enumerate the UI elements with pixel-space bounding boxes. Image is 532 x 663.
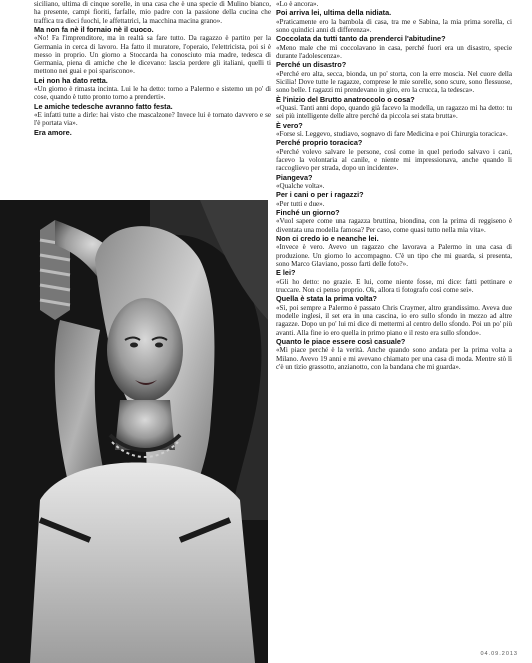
interview-answer: «Perché ero alta, secca, bionda, un po' storta, con la erre moscia. Nel cuore della Sicilia! Dove tutte le ragazze, comprese le mie sorelle, sono scure, sono flessuose, sono belle. I ragazzi mi prendevano in giro, ero la crucca, la tedesca». <box>276 69 512 95</box>
interview-answer: «No! Fa l'imprenditore, ma in realtà sa fare tutto. Da ragazzo è partito per la Germania in cerca di lavoro. Ha fatto il muratore, l'operaio, l'elettricista, poi si è messo in proprio. Un giorno a Stoccarda ha conosciuto mia madre, tedesca di Germania, piena di amiche che le dicevano: lascia perdere gli italiani, quelli ti mettono nei guai e poi spariscono». <box>34 34 271 76</box>
interview-question: Quanto le piace essere così casuale? <box>276 336 406 346</box>
interview-answer: «Qualche volta». <box>276 182 325 190</box>
interview-answer: «Meno male che mi coccolavano in casa, perché fuori era un disastro, specie durante l'adolescenza». <box>276 43 512 60</box>
interview-question: Per i cani o per i ragazzi? <box>276 190 364 200</box>
left-article-column <box>34 0 271 137</box>
interview-question: Lei non ha dato retta. <box>34 75 108 85</box>
interview-answer: «Forse sì. Leggevo, studiavo, sognavo di fare Medicina e poi Chirurgia toracica». <box>276 130 508 138</box>
interview-question: Piangeva? <box>276 172 313 182</box>
interview-question: Poi arriva lei, ultima della nidiata. <box>276 8 392 18</box>
interview-question: Le amiche tedesche avranno fatto festa. <box>34 101 173 111</box>
interview-question: E lei? <box>276 268 296 278</box>
interview-question: È l'inizio del Brutto anatroccolo o cosa? <box>276 94 415 104</box>
interview-question: Quella è stata la prima volta? <box>276 294 377 304</box>
issue-date: 04.09.2013 <box>480 651 518 657</box>
interview-question: Finché un giorno? <box>276 208 340 217</box>
interview-answer: «E infatti tutte a dirle: hai visto che mascalzone? Invece lui è tornato davvero e se l'è portata via». <box>34 111 271 128</box>
interview-answer: «Quasi. Tanti anni dopo, quando già facevo la modella, un ragazzo mi ha detto: tu sei più intelligente delle altre perché da piccola sei stata brutta». <box>276 104 512 121</box>
interview-answer: «Vuol sapere come una ragazza bruttina, biondina, con la prima di reggiseno è diventata una modella famosa? Per caso, come quasi tutto nella mia vita». <box>276 217 512 234</box>
interview-question: Coccolata da tutti tanto da prenderci l'abitudine? <box>276 34 446 44</box>
portrait-photo <box>0 200 268 663</box>
interview-answer: «Lo è ancora». <box>276 0 319 8</box>
interview-answer: «Sì, poi sempre a Palermo è passato Chris Craymer, altro grandissimo. Aveva due modelle inglesi, il set era in una cascina, io ero sullo sfondo in mezzo ad altre ragazze. Dopo un po' lui mi dice di mettermi al centro dello sfondo. Poi un po' più avanti. Alla fine io ero quella in primo piano e il resto era sullo sfondo». <box>276 303 512 337</box>
interview-answer: «Perché volevo salvare le persone, così come in quel periodo salvavo i cani, facevo la volontaria al canile, e niente mi impressionava, anche quando li raccoglievo per strada, dopo un incidente». <box>276 147 512 173</box>
interview-question: Non ci credo io e neanche lei. <box>276 234 379 243</box>
right-article-column <box>276 0 512 372</box>
interview-answer: «Un giorno è rimasta incinta. Lui le ha detto: torno a Palermo e sistemo un po' di cose, quando è tutto pronto torno a prenderti». <box>34 85 271 102</box>
interview-question: Perché un disastro? <box>276 60 347 70</box>
interview-answer: «Per tutti e due». <box>276 199 325 208</box>
interview-answer: siciliano, ultima di cinque sorelle, in una casa che è una specie di Mulino bianco, ha presente, campi fioriti, farfalle, mio padre con la passione della cucina che traffica tra dieci fuochi, le affettatrici, la macchina macina grano». <box>34 0 271 25</box>
interview-answer: «Praticamente ero la bambola di casa, tra me e Sabina, la mia prima sorella, ci sono quindici anni di differenza». <box>276 17 512 34</box>
interview-answer: «Invece è vero. Avevo un ragazzo che lavorava a Palermo in una casa di produzione. Un giorno lo accompagno. C'è un tipo che mi guarda, si presenta, sono Marco Glaviano, posso farti delle foto?». <box>276 243 512 268</box>
interview-question: Perché proprio toracica? <box>276 138 363 148</box>
portrait-illustration <box>0 200 268 663</box>
interview-question: Ma non fa nè il fornaio nè il cuoco. <box>34 24 154 34</box>
interview-answer: «Gli ho detto: no grazie. E lui, come niente fosse, mi dice: fatti pettinare e truccare. Non ci penso proprio. Ok, allora ti fotografo così come sei». <box>276 277 512 294</box>
interview-question: Era amore. <box>34 127 72 137</box>
interview-question: È vero? <box>276 120 303 130</box>
interview-answer: «Mi piace perché è la verità. Anche quando sono andata per la prima volta a Milano. Avevo 19 anni e mi avevano chiamato per una casa di moda. Mentre stò lì c'è un tizio grassotto, anzianotto, con la bandana che mi guarda». <box>276 346 512 371</box>
